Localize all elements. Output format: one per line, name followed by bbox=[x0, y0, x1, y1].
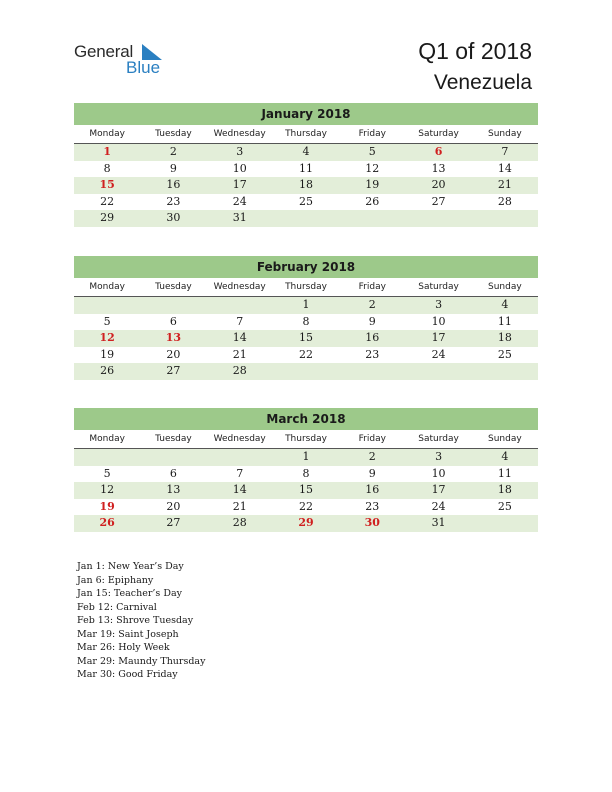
day-cell: 26 bbox=[100, 364, 115, 377]
day-cell: 19 bbox=[99, 499, 115, 513]
day-cell bbox=[339, 210, 405, 227]
day-cell: 17 bbox=[431, 483, 446, 496]
week-row bbox=[74, 330, 538, 347]
week-row bbox=[74, 161, 538, 178]
weekday-label: Monday bbox=[89, 129, 125, 139]
day-cell bbox=[273, 210, 339, 227]
day-cell: 8 bbox=[302, 466, 310, 480]
day-cell: 7 bbox=[501, 145, 509, 158]
day-cell: 25 bbox=[497, 499, 512, 513]
day-cell: 4 bbox=[501, 298, 509, 311]
weekday-label: Saturday bbox=[418, 282, 459, 292]
day-cell: 12 bbox=[365, 161, 380, 175]
holiday-entry: Jan 6: Epiphany bbox=[77, 574, 154, 586]
month-calendar bbox=[74, 103, 538, 227]
day-cell: 2 bbox=[169, 145, 177, 158]
week-row bbox=[74, 210, 538, 227]
day-cell: 20 bbox=[166, 347, 181, 361]
day-cell: 28 bbox=[232, 516, 247, 529]
day-cell: 31 bbox=[431, 516, 446, 529]
week-row bbox=[74, 177, 538, 194]
day-cell: 27 bbox=[166, 516, 181, 529]
day-cell: 9 bbox=[368, 466, 376, 480]
day-cell: 27 bbox=[431, 194, 446, 208]
day-cell bbox=[207, 297, 273, 314]
day-cell: 22 bbox=[298, 499, 313, 513]
day-cell: 10 bbox=[431, 314, 446, 328]
weekday-label: Friday bbox=[358, 129, 386, 139]
day-cell: 10 bbox=[431, 466, 446, 480]
day-cell: 2 bbox=[368, 298, 376, 311]
logo-text-blue: Blue bbox=[126, 58, 161, 77]
week-row bbox=[74, 194, 538, 211]
weekday-header-row bbox=[74, 430, 538, 449]
day-cell: 8 bbox=[302, 314, 310, 328]
day-cell: 4 bbox=[501, 450, 509, 463]
day-cell: 15 bbox=[298, 483, 313, 496]
holiday-list bbox=[77, 560, 205, 682]
day-cell: 25 bbox=[497, 347, 512, 361]
day-cell: 19 bbox=[365, 178, 380, 191]
day-cell: 31 bbox=[232, 211, 247, 224]
day-cell: 2 bbox=[368, 450, 376, 463]
weekday-label: Wednesday bbox=[213, 129, 266, 139]
day-cell: 8 bbox=[103, 161, 111, 175]
country-name: Venezuela bbox=[433, 71, 532, 94]
page-title: Q1 of 2018 bbox=[418, 38, 532, 64]
day-cell bbox=[472, 515, 538, 532]
day-cell: 27 bbox=[166, 364, 181, 377]
day-cell: 9 bbox=[169, 161, 177, 175]
day-cell: 21 bbox=[497, 178, 512, 191]
weekday-label: Saturday bbox=[418, 434, 459, 444]
holiday-entry: Mar 29: Maundy Thursday bbox=[77, 655, 206, 667]
day-cell: 9 bbox=[368, 314, 376, 328]
day-cell: 29 bbox=[100, 211, 115, 224]
day-cell bbox=[74, 297, 140, 314]
day-cell: 6 bbox=[434, 145, 443, 158]
day-cell bbox=[472, 210, 538, 227]
holiday-entry: Feb 13: Shrove Tuesday bbox=[77, 615, 194, 626]
day-cell: 14 bbox=[497, 161, 512, 175]
day-cell: 10 bbox=[232, 161, 247, 175]
day-cell: 24 bbox=[431, 499, 446, 513]
month-calendar bbox=[74, 408, 538, 532]
weekday-header-row bbox=[74, 125, 538, 144]
holiday-entry: Mar 30: Good Friday bbox=[77, 669, 178, 680]
day-cell: 1 bbox=[103, 145, 111, 158]
week-row bbox=[74, 144, 538, 161]
day-cell: 22 bbox=[100, 194, 115, 208]
day-cell: 5 bbox=[103, 314, 111, 328]
weekday-label: Thursday bbox=[285, 129, 327, 139]
weekday-label: Saturday bbox=[418, 129, 459, 139]
day-cell: 12 bbox=[100, 483, 115, 496]
day-cell bbox=[405, 210, 471, 227]
day-cell: 30 bbox=[364, 516, 380, 529]
day-cell: 5 bbox=[103, 466, 111, 480]
holiday-entry: Jan 15: Teacher’s Day bbox=[77, 588, 182, 599]
week-row bbox=[74, 449, 538, 466]
day-cell bbox=[273, 363, 339, 380]
day-cell: 28 bbox=[232, 364, 247, 377]
day-cell: 14 bbox=[232, 331, 247, 344]
day-cell: 30 bbox=[166, 211, 181, 224]
holiday-entry: Mar 19: Saint Joseph bbox=[77, 628, 179, 640]
day-cell: 29 bbox=[298, 516, 314, 529]
day-cell: 3 bbox=[435, 450, 443, 463]
holiday-entry: Jan 1: New Year’s Day bbox=[77, 561, 184, 572]
weekday-label: Monday bbox=[89, 282, 125, 292]
day-cell: 12 bbox=[99, 331, 115, 344]
day-cell: 21 bbox=[232, 347, 247, 361]
day-cell: 23 bbox=[166, 194, 181, 208]
day-cell: 20 bbox=[431, 178, 446, 191]
week-row bbox=[74, 363, 538, 380]
day-cell: 3 bbox=[236, 145, 244, 158]
day-cell: 18 bbox=[497, 331, 512, 344]
weekday-label: Friday bbox=[358, 434, 386, 444]
week-row bbox=[74, 499, 538, 516]
day-cell: 4 bbox=[302, 145, 310, 158]
day-cell: 23 bbox=[365, 347, 380, 361]
weekday-label: Tuesday bbox=[155, 282, 192, 292]
day-cell: 15 bbox=[99, 178, 115, 191]
month-title: February 2018 bbox=[74, 256, 538, 278]
weekday-label: Sunday bbox=[488, 129, 522, 139]
day-cell: 24 bbox=[232, 194, 247, 208]
day-cell: 25 bbox=[298, 194, 313, 208]
holiday-entry: Mar 26: Holy Week bbox=[77, 642, 170, 653]
weekday-label: Sunday bbox=[488, 434, 522, 444]
day-cell: 3 bbox=[435, 298, 443, 311]
day-cell: 6 bbox=[169, 314, 177, 328]
day-cell: 18 bbox=[497, 483, 512, 496]
day-cell: 16 bbox=[166, 178, 181, 191]
logo bbox=[74, 40, 184, 80]
day-cell bbox=[74, 449, 140, 466]
day-cell bbox=[140, 449, 206, 466]
day-cell bbox=[339, 363, 405, 380]
weekday-label: Wednesday bbox=[213, 282, 266, 292]
weekday-label: Sunday bbox=[488, 282, 522, 292]
day-cell bbox=[140, 297, 206, 314]
week-row bbox=[74, 347, 538, 364]
logo-text-general: General bbox=[74, 42, 134, 61]
week-row bbox=[74, 466, 538, 483]
day-cell: 19 bbox=[100, 347, 115, 361]
day-cell: 22 bbox=[298, 347, 313, 361]
month-title: January 2018 bbox=[74, 103, 538, 125]
day-cell: 20 bbox=[166, 499, 181, 513]
week-row bbox=[74, 297, 538, 314]
day-cell: 23 bbox=[365, 499, 380, 513]
weekday-header-row bbox=[74, 278, 538, 297]
day-cell: 21 bbox=[232, 499, 247, 513]
week-row bbox=[74, 314, 538, 331]
day-cell: 11 bbox=[497, 314, 512, 328]
month-title: March 2018 bbox=[74, 408, 538, 430]
day-cell: 26 bbox=[365, 194, 380, 208]
day-cell: 17 bbox=[431, 331, 446, 344]
day-cell: 13 bbox=[166, 483, 181, 496]
day-cell: 7 bbox=[236, 314, 244, 328]
day-cell: 18 bbox=[298, 178, 313, 191]
day-cell: 11 bbox=[497, 466, 512, 480]
week-row bbox=[74, 515, 538, 532]
weekday-label: Tuesday bbox=[155, 434, 192, 444]
day-cell bbox=[472, 363, 538, 380]
day-cell: 24 bbox=[431, 347, 446, 361]
day-cell: 1 bbox=[302, 450, 310, 463]
weekday-label: Thursday bbox=[285, 434, 327, 444]
day-cell: 17 bbox=[232, 178, 247, 191]
week-row bbox=[74, 482, 538, 499]
day-cell: 6 bbox=[169, 466, 177, 480]
weekday-label: Monday bbox=[89, 434, 125, 444]
day-cell bbox=[207, 449, 273, 466]
day-cell: 11 bbox=[298, 161, 313, 175]
weekday-label: Tuesday bbox=[155, 129, 192, 139]
day-cell: 16 bbox=[365, 483, 380, 496]
day-cell: 5 bbox=[368, 145, 376, 158]
day-cell: 1 bbox=[302, 298, 310, 311]
day-cell: 15 bbox=[298, 331, 313, 344]
day-cell: 14 bbox=[232, 483, 247, 496]
day-cell bbox=[405, 363, 471, 380]
day-cell: 28 bbox=[497, 194, 512, 208]
day-cell: 7 bbox=[236, 466, 244, 480]
weekday-label: Thursday bbox=[285, 282, 327, 292]
weekday-label: Friday bbox=[358, 282, 386, 292]
day-cell: 26 bbox=[99, 516, 115, 529]
month-calendar bbox=[74, 256, 538, 380]
weekday-label: Wednesday bbox=[213, 434, 266, 444]
day-cell: 13 bbox=[431, 161, 446, 175]
day-cell: 13 bbox=[165, 331, 182, 344]
holiday-entry: Feb 12: Carnival bbox=[77, 601, 157, 613]
day-cell: 16 bbox=[365, 331, 380, 344]
